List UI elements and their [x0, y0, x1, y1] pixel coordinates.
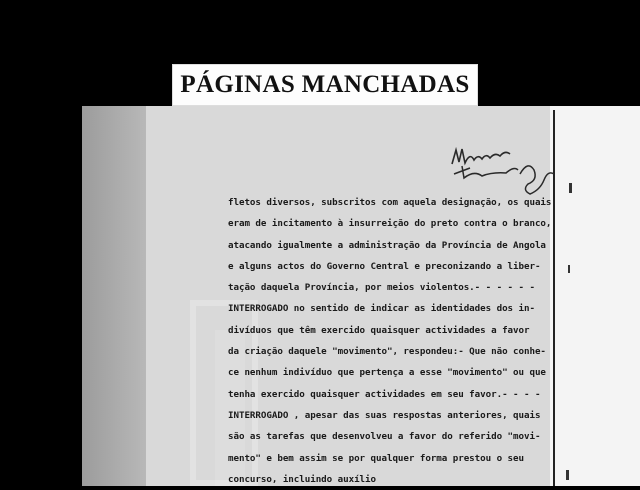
text-line: tação daquela Província, por meios violentos.- - - - - -: [228, 282, 535, 294]
text-line: eram de incitamento à insurreição do preto contra o branco,: [228, 218, 552, 230]
text-line: da criação daquele "movimento", respondeu:- Que não conhe-: [228, 346, 546, 358]
text-line: fletos diversos, subscritos com aquela designação, os quais: [228, 197, 552, 208]
text-line: tenha exercido quaisquer actividades em seu favor.- - - -: [228, 388, 541, 400]
text-line: divíduos que têm exercido quaisquer actividades a favor: [228, 324, 530, 336]
handwriting-stroke-2: [454, 166, 518, 178]
stained-pages-banner: [172, 64, 478, 106]
next-page-edge: [550, 106, 640, 486]
text-line: mento" e bem assim se por qualquer forma prestou o seu: [228, 452, 524, 464]
text-line: atacando igualmente a administração da Província de Angola: [228, 239, 546, 251]
typed-text-block: [228, 192, 553, 490]
text-line: e alguns actos do Governo Central e preconizando a liber-: [228, 260, 541, 272]
page-left-shadow: [82, 106, 146, 486]
margin-mark-1: [569, 183, 572, 193]
text-line: são as tarefas que desenvolveu a favor do referido "movi-: [228, 431, 541, 443]
handwritten-annotation: [448, 140, 563, 198]
banner-text: PÁGINAS MANCHADAS: [180, 71, 470, 98]
text-line: INTERROGADO , apesar das suas respostas anteriores, quais: [228, 409, 541, 421]
text-line: concurso, incluindo auxílio: [228, 473, 376, 485]
signature-mark: [520, 166, 554, 194]
margin-mark-2: [568, 265, 570, 273]
margin-mark-3: [566, 470, 569, 480]
text-line: INTERROGADO no sentido de indicar as identidades dos in-: [228, 303, 535, 315]
text-line: ce nenhum indivíduo que pertença a esse "movimento" ou que: [228, 367, 546, 379]
handwriting-stroke-1: [452, 149, 510, 164]
